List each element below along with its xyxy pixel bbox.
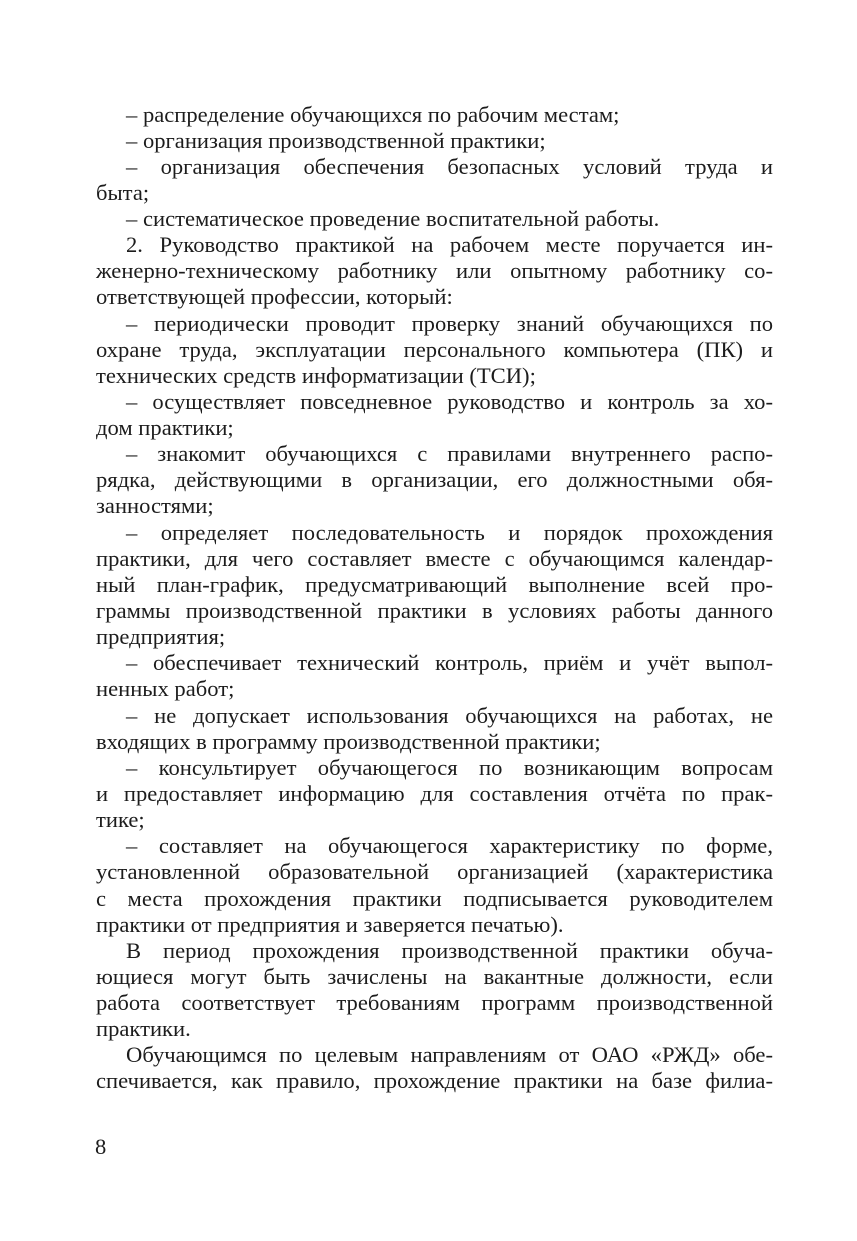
text-line: женерно-техническому работнику или опытному работнику со- xyxy=(96,258,773,283)
text-line: с места прохождения практики подписывается руководителем xyxy=(96,886,773,911)
text-line: быта; xyxy=(96,180,150,205)
text-line: – не допускает использования обучающихся на работах, не xyxy=(126,703,773,728)
text-line: – составляет на обучающегося характеристику по форме, xyxy=(126,833,773,858)
text-line: – определяет последовательность и порядок прохождения xyxy=(126,520,773,545)
text-line: – обеспечивает технический контроль, приём и учёт выпол- xyxy=(126,650,773,675)
text-line: и предоставляет информацию для составления отчёта по прак- xyxy=(96,781,773,806)
text-line: охране труда, эксплуатации персонального компьютера (ПК) и xyxy=(96,337,773,362)
text-line: В период прохождения производственной практики обуча- xyxy=(126,938,773,963)
text-line: граммы производственной практики в условиях работы данного xyxy=(96,598,773,623)
text-line: – организация обеспечения безопасных условий труда и xyxy=(126,154,773,179)
text-line: 2. Руководство практикой на рабочем месте поручается ин- xyxy=(126,232,773,257)
text-line: спечивается, как правило, прохождение практики на базе филиа- xyxy=(96,1068,773,1093)
text-line: ответствующей профессии, который: xyxy=(96,284,453,309)
text-line: практики от предприятия и заверяется печатью). xyxy=(96,912,564,937)
text-line: – систематическое проведение воспитательной работы. xyxy=(126,206,660,231)
text-line: занностями; xyxy=(96,493,214,518)
text-line: ный план-график, предусматривающий выполнение всей про- xyxy=(96,572,773,597)
text-line: – знакомит обучающихся с правилами внутреннего распо- xyxy=(126,441,773,466)
text-line: установленной образовательной организацией (характеристика xyxy=(96,859,773,884)
text-line: технических средств информатизации (ТСИ); xyxy=(96,363,536,388)
text-line: практики. xyxy=(96,1016,191,1041)
text-line: дом практики; xyxy=(96,415,234,440)
page-number: 8 xyxy=(95,1134,107,1159)
text-line: ющиеся могут быть зачислены на вакантные должности, если xyxy=(96,964,773,989)
text-line: – распределение обучающихся по рабочим местам; xyxy=(126,102,620,127)
text-line: – осуществляет повседневное руководство и контроль за хо- xyxy=(126,389,773,414)
text-line: входящих в программу производственной практики; xyxy=(96,729,601,754)
text-line: Обучающимся по целевым направлениям от ОАО «РЖД» обе- xyxy=(126,1042,773,1067)
text-line: – организация производственной практики; xyxy=(126,128,546,153)
text-line: практики, для чего составляет вместе с обучающимся календар- xyxy=(96,546,773,571)
text-line: работа соответствует требованиям программ производственной xyxy=(96,990,773,1015)
text-line: предприятия; xyxy=(96,624,226,649)
text-line: – консультирует обучающегося по возникающим вопросам xyxy=(126,755,773,780)
text-line: – периодически проводит проверку знаний обучающихся по xyxy=(126,311,773,336)
text-line: рядка, действующими в организации, его должностными обя- xyxy=(96,467,773,492)
text-line: тике; xyxy=(96,807,145,832)
text-line: ненных работ; xyxy=(96,676,235,701)
